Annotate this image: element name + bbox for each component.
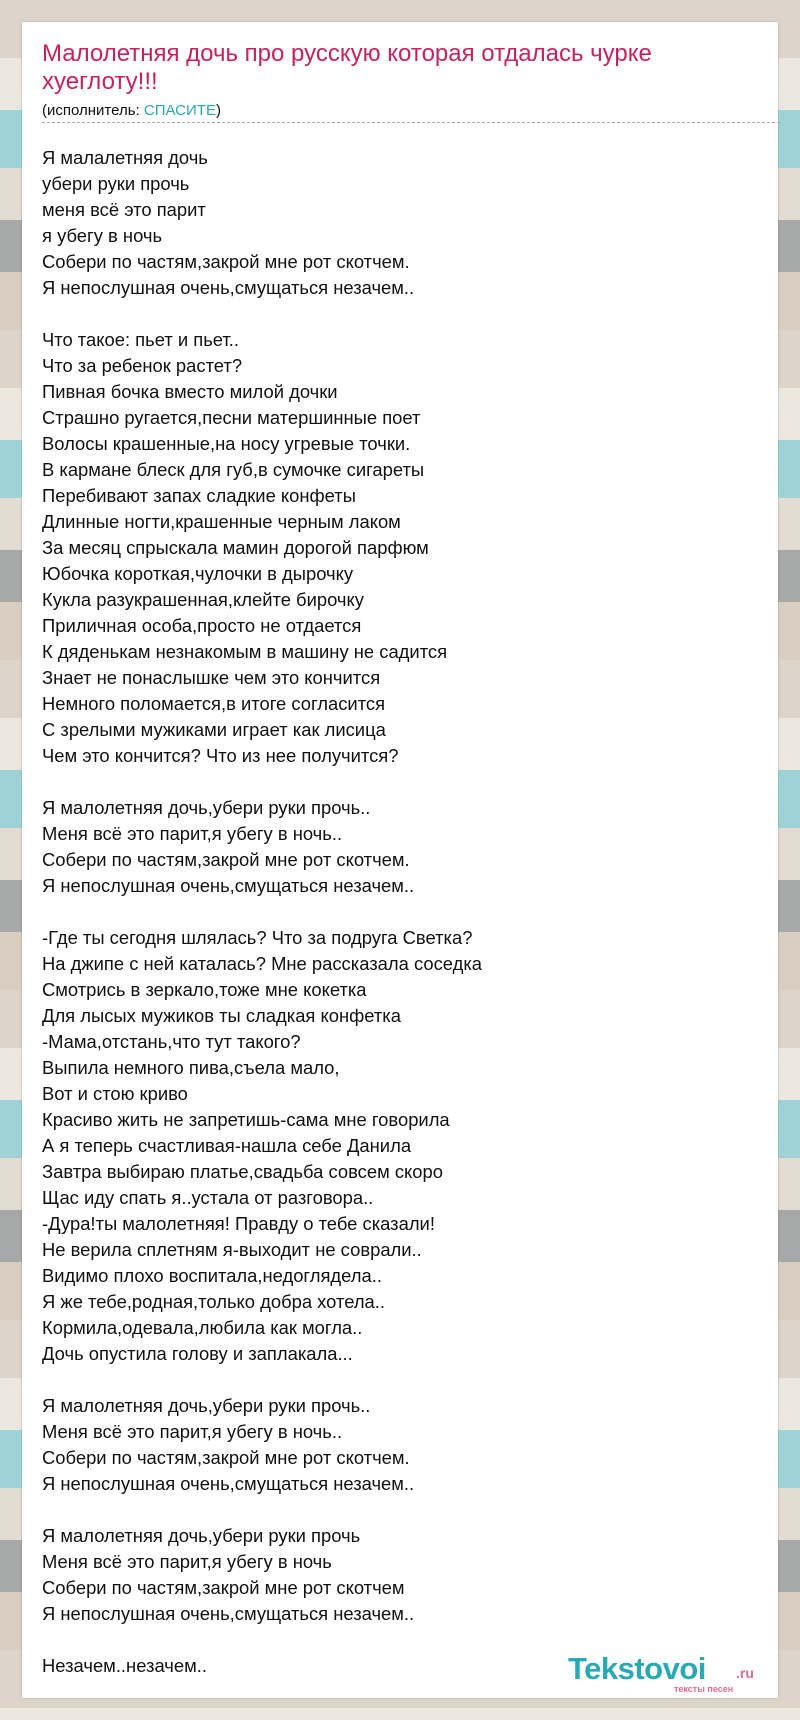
lyric-line	[42, 1627, 762, 1653]
song-title: Малолетняя дочь про русскую которая отдалась чурке хуеглоту!!!	[42, 40, 652, 95]
lyric-line: Что такое: пьет и пьет..	[42, 329, 240, 350]
lyric-line: В кармане блеск для губ,в сумочке сигареты	[42, 459, 425, 480]
lyric-line	[42, 301, 762, 327]
lyric-line: Длинные ногти,крашенные черным лаком	[42, 511, 401, 532]
lyric-line: Незачем..незачем..	[42, 1655, 207, 1676]
lyric-line: -Мама,отстань,что тут такого?	[42, 1031, 301, 1052]
lyric-line: Перебивают запах сладкие конфеты	[42, 485, 356, 506]
lyric-line: Кукла разукрашенная,клейте бирочку	[42, 589, 364, 610]
lyric-line: Щас иду спать я..устала от разговора..	[42, 1187, 374, 1208]
lyric-line: Страшно ругается,песни матершинные поет	[42, 407, 421, 428]
lyric-line: Знает не понаслышке чем это кончится	[42, 667, 381, 688]
lyric-line: Я непослушная очень,смущаться незачем..	[42, 1473, 415, 1494]
site-logo[interactable]	[568, 1652, 768, 1696]
byline-suffix: )	[215, 102, 221, 119]
lyric-line: я убегу в ночь	[42, 225, 163, 246]
lyric-line: Красиво жить не запретишь-сама мне говорила	[42, 1109, 450, 1130]
lyric-line: Выпила немного пива,съела мало,	[42, 1057, 340, 1078]
lyric-line: меня всё это парит	[42, 199, 206, 220]
lyric-line	[42, 1367, 762, 1393]
lyric-line	[42, 1497, 762, 1523]
lyric-line: Я непослушная очень,смущаться незачем..	[42, 1603, 415, 1624]
logo-domain: .ru	[736, 1665, 754, 1681]
lyric-line: Кормила,одевала,любила как могла..	[42, 1317, 363, 1338]
lyric-line: Собери по частям,закрой мне рот скотчем.	[42, 849, 410, 870]
lyric-line: Не верила сплетням я-выходит не соврали..	[42, 1239, 422, 1260]
lyric-line: Завтра выбираю платье,свадьба совсем скоро	[42, 1161, 443, 1182]
lyric-line: -Дура!ты малолетняя! Правду о тебе сказали!	[42, 1213, 435, 1234]
lyric-line: Для лысых мужиков ты сладкая конфетка	[42, 1005, 401, 1026]
lyric-line: На джипе с ней каталась? Мне рассказала соседка	[42, 953, 483, 974]
lyric-line: Что за ребенок растет?	[42, 355, 243, 376]
lyric-line: Я малолетняя дочь,убери руки прочь..	[42, 797, 371, 818]
lyric-line: Я малолетняя дочь,убери руки прочь..	[42, 1395, 371, 1416]
lyric-line: Я малолетняя дочь,убери руки прочь	[42, 1525, 361, 1546]
lyric-line: Собери по частям,закрой мне рот скотчем.	[42, 1447, 410, 1468]
lyric-line: убери руки прочь	[42, 173, 190, 194]
artist-byline	[42, 102, 221, 120]
lyrics-card	[22, 22, 778, 1698]
lyric-line: Меня всё это парит,я убегу в ночь	[42, 1551, 332, 1572]
lyric-line: Вот и стою криво	[42, 1083, 188, 1104]
lyric-line: Я непослушная очень,смущаться незачем..	[42, 277, 415, 298]
lyric-line: Я непослушная очень,смущаться незачем..	[42, 875, 415, 896]
lyric-line: Меня всё это парит,я убегу в ночь..	[42, 1421, 343, 1442]
lyric-line: Чем это кончится? Что из нее получится?	[42, 745, 399, 766]
logo-tagline: тексты песен	[674, 1684, 734, 1694]
lyric-line: Пивная бочка вместо милой дочки	[42, 381, 338, 402]
logo-wordmark: Tekstovoi	[568, 1651, 706, 1686]
lyric-line: С зрелыми мужиками играет как лисица	[42, 719, 386, 740]
lyric-line: Волосы крашенные,на носу угревые точки.	[42, 433, 411, 454]
lyric-line: За месяц спрыскала мамин дорогой парфюм	[42, 537, 429, 558]
lyric-line: Меня всё это парит,я убегу в ночь..	[42, 823, 343, 844]
lyric-line: Юбочка короткая,чулочки в дырочку	[42, 563, 354, 584]
lyric-line: Видимо плохо воспитала,недоглядела..	[42, 1265, 382, 1286]
artist-link[interactable]: СПАСИТЕ	[143, 102, 216, 119]
lyric-line	[42, 769, 762, 795]
lyric-line: Собери по частям,закрой мне рот скотчем	[42, 1577, 405, 1598]
lyric-line: Приличная особа,просто не отдается	[42, 615, 362, 636]
lyric-line	[42, 899, 762, 925]
lyric-line: Немного поломается,в итоге согласится	[42, 693, 386, 714]
lyric-line: -Где ты сегодня шлялась? Что за подруга Светка?	[42, 927, 473, 948]
lyric-line: Собери по частям,закрой мне рот скотчем.	[42, 251, 410, 272]
lyric-line: К дяденькам незнакомым в машину не садится	[42, 641, 448, 662]
lyrics-text	[42, 145, 762, 1679]
lyric-line: Дочь опустила голову и заплакала...	[42, 1343, 353, 1364]
lyric-line: Я же тебе,родная,только добра хотела..	[42, 1291, 385, 1312]
title-separator	[42, 122, 780, 123]
lyric-line: А я теперь счастливая-нашла себе Данила	[42, 1135, 412, 1156]
lyric-line: Я малалетняя дочь	[42, 147, 208, 168]
byline-prefix: (исполнитель:	[42, 102, 144, 119]
lyric-line: Смотрись в зеркало,тоже мне кокетка	[42, 979, 367, 1000]
